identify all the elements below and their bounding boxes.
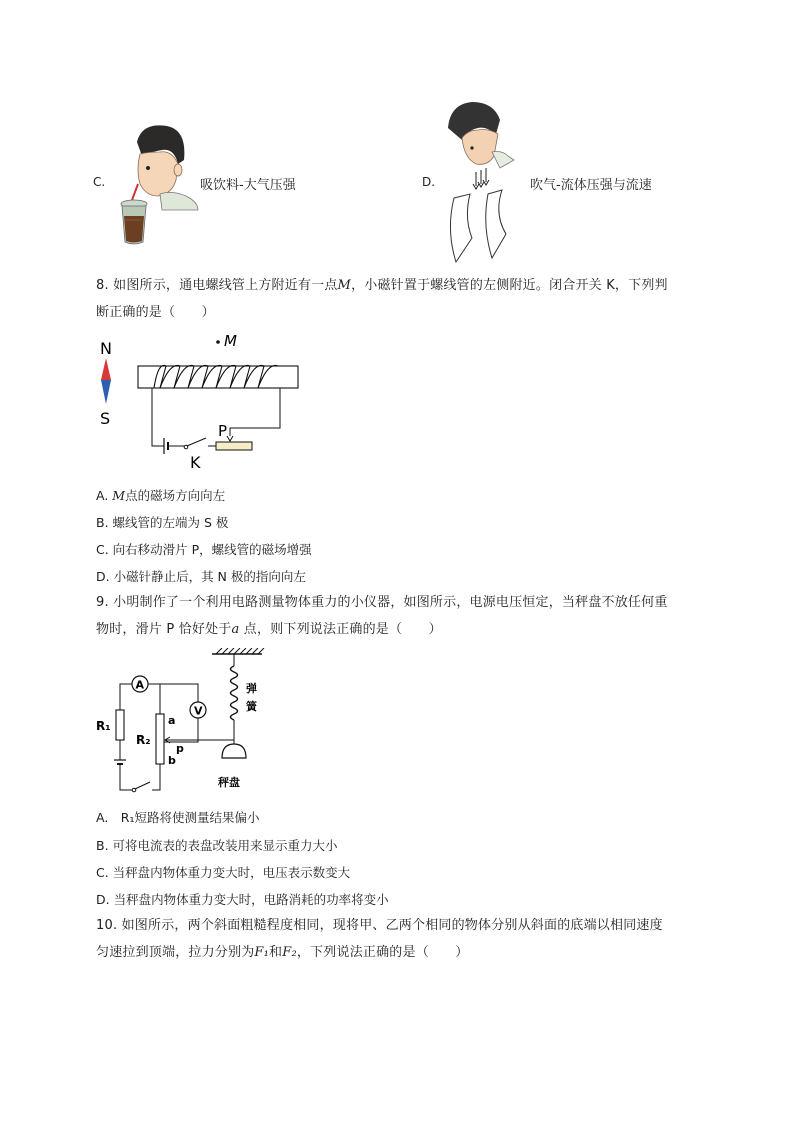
rheostat [216,442,252,450]
switch-label: K [190,453,201,472]
q8-option-c: C. 向右移动滑片 P，螺线管的磁场增强 [96,542,312,557]
pan-label: 秤盘 [218,776,240,789]
q8-line1: 8. 如图所示，通电螺线管上方附近有一点 [96,278,338,293]
r2-label: R₂ [136,733,151,747]
q10-line2b: ，下列说法正确的是（ ） [296,945,469,960]
q10-line2a: 匀速拉到顶端，拉力分别为 [96,945,255,960]
m-label: M [224,332,237,350]
q10-f1: F₁ [254,945,270,960]
q8-line1b: ，小磁针置于螺线管的左侧附近。闭合开关 K，下列判 [351,278,668,293]
option-d-caption: 吹气-流体压强与流速 [530,178,652,193]
q8-m-inline: M [337,278,352,293]
question-9-text [96,589,716,643]
q9-line1: 9. 小明制作了一个利用电路测量物体重力的小仪器，如图所示，电源电压恒定，当秤盘不放任何重 [96,595,668,610]
q9-option-c: C. 当秤盘内物体重力变大时，电压表示数变大 [96,865,351,880]
terminal-a-label: a [168,714,176,727]
option-c-letter: C. [93,175,106,189]
q8-option-a-m: M [112,488,126,503]
wire-right [230,388,280,436]
q9-line2b: 点，则下列说法正确的是（ ） [239,622,442,637]
wire-left [152,388,156,446]
switch-blade [135,782,150,789]
option-d-letter: D. [422,175,436,189]
solenoid-core [138,366,298,388]
question-10-text [96,912,716,966]
weighing-circuit-figure [94,648,276,794]
resistor-r1 [116,710,124,740]
needle-south-half [101,380,111,404]
spring-label-2: 簧 [246,700,257,713]
q8-option-d: D. 小磁针静止后，其 N 极的指向向左 [96,569,306,584]
slider-p-label: p [176,742,184,755]
point-m [216,340,220,344]
boy-drinking-with-straw-icon [112,120,202,248]
q8-line2: 断正确的是（ ） [96,305,215,320]
q8-option-b: B. 螺线管的左端为 S 极 [96,515,229,530]
option-c-caption: 吸饮料-大气压强 [200,178,296,193]
r1-label: R₁ [96,719,111,733]
boy-blowing-between-paper-icon [442,98,528,266]
q9-a-inline: a [231,622,240,637]
q9-option-a: A. R₁短路将使测量结果偏小 [96,810,260,825]
terminal-b-label: b [168,754,176,767]
q10-f2: F₂ [282,945,297,960]
q8-option-a-text: 点的磁场方向向左 [125,488,226,503]
voltmeter-label: V [194,704,203,718]
spring [231,666,238,720]
spring-label-1: 弹 [246,682,257,695]
q9-option-b: B. 可将电流表的表盘改装用来显示重力大小 [96,838,338,853]
solenoid-circuit-figure [94,328,314,476]
resistor-r2 [156,714,164,764]
slider-label: P [218,422,228,440]
switch-blade [187,438,206,446]
q9-option-d: D. 当秤盘内物体重力变大时，电路消耗的功率将变小 [96,892,389,907]
south-label: S [100,409,111,428]
scale-pan [222,744,246,758]
question-8-text [96,272,716,326]
q10-line1: 10. 如图所示，两个斜面粗糙程度相同，现将甲、乙两个相同的物体分别从斜面的底端以相同速度 [96,918,663,933]
ammeter-label: A [135,678,145,692]
q9-line2a: 物时，滑片 P 恰好处于 [96,622,232,637]
q10-and: 和 [269,945,283,960]
q8-option-a-prefix: A. [96,488,113,503]
q8-option-a [96,486,225,504]
needle-north-half [101,358,111,380]
north-label: N [100,339,112,358]
